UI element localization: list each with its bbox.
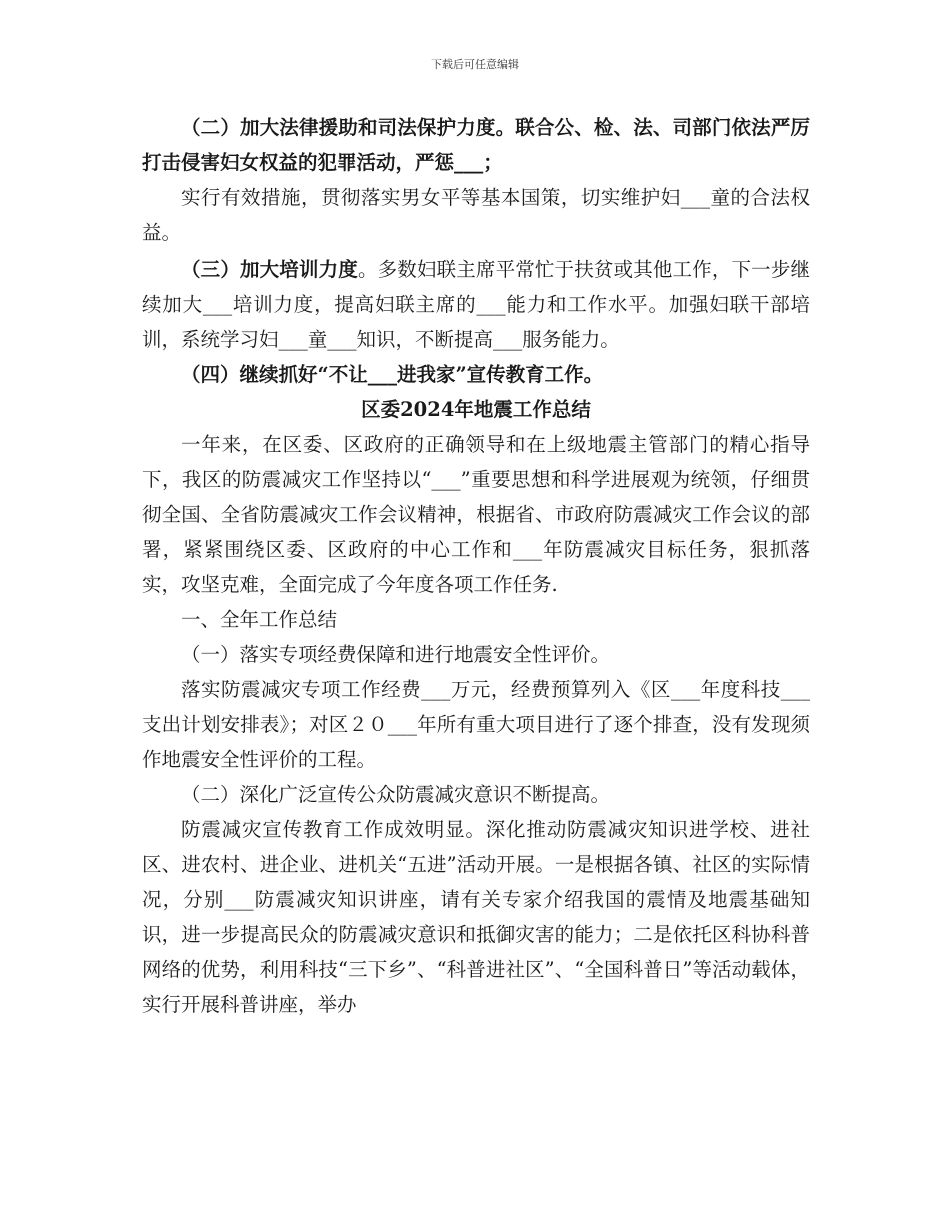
page-header: 下载后可任意编辑 bbox=[431, 58, 519, 71]
heading-funding: （一）落实专项经费保障和进行地震安全性评价。 bbox=[181, 643, 611, 666]
paragraph-awareness: 防震减灾宣传教育工作成效明显。深化推动防震减灾知识进学校、进社区、进农村、进企业、进机关“五进”活动开展。一是根据各镇、社区的实际情况，分别___防震减灾知识讲座，请有关专家介绍我国的震情及地震基础知识，进一步提高民众的防震减灾意识和抵御灾害的能力；二是依托区科协科普网络的优势，利用科技“三下乡”、“科普进社区”、“全国科普日”等活动载体，实行开展科普讲座，举办 bbox=[142, 818, 810, 1016]
paragraph-publicity: （四）继续抓好“不让___进我家”宣传教育工作。 bbox=[181, 363, 604, 386]
paragraph-training-body: 。多数妇联主席平常忙于扶贫或其他工作，下一步继续加大___培训力度，提高妇联主席的___能力和工作水平。加强妇联干部培训，系统学习妇___童___知识，不断提高___服务能力。 bbox=[142, 258, 810, 351]
paragraph-training-lead: （三）加大培训力度 bbox=[181, 258, 358, 281]
section-title: 区委2024年地震工作总结 bbox=[361, 398, 591, 421]
document-body bbox=[142, 110, 810, 1022]
heading-annual-summary: 一、全年工作总结 bbox=[181, 608, 338, 631]
heading-awareness: （二）深化广泛宣传公众防震减灾意识不断提高。 bbox=[181, 783, 611, 806]
paragraph-training bbox=[142, 252, 810, 357]
paragraph-funding: 落实防震减灾专项工作经费___万元，经费预算列入《区___年度科技___支出计划安排表》；对区２０___年所有重大项目进行了逐个排查，没有发现须作地震安全性评价的工程。 bbox=[142, 678, 810, 771]
paragraph-legal-aid: （二）加大法律援助和司法保护力度。联合公、检、法、司部门依法严厉打击侵害妇女权益的犯罪活动，严惩___； bbox=[142, 116, 810, 174]
paragraph-measures: 实行有效措施，贯彻落实男女平等基本国策，切实维护妇___童的合法权益。 bbox=[142, 186, 810, 244]
paragraph-intro: 一年来，在区委、区政府的正确领导和在上级地震主管部门的精心指导下，我区的防震减灾工作坚持以“___”重要思想和科学进展观为统领，仔细贯彻全国、全省防震减灾工作会议精神，根据省、市政府防震减灾工作会议的部署，紧紧围绕区委、区政府的中心工作和___年防震减灾目标任务，狠抓落实，攻坚克难，全面完成了今年度各项工作任务. bbox=[142, 433, 810, 596]
